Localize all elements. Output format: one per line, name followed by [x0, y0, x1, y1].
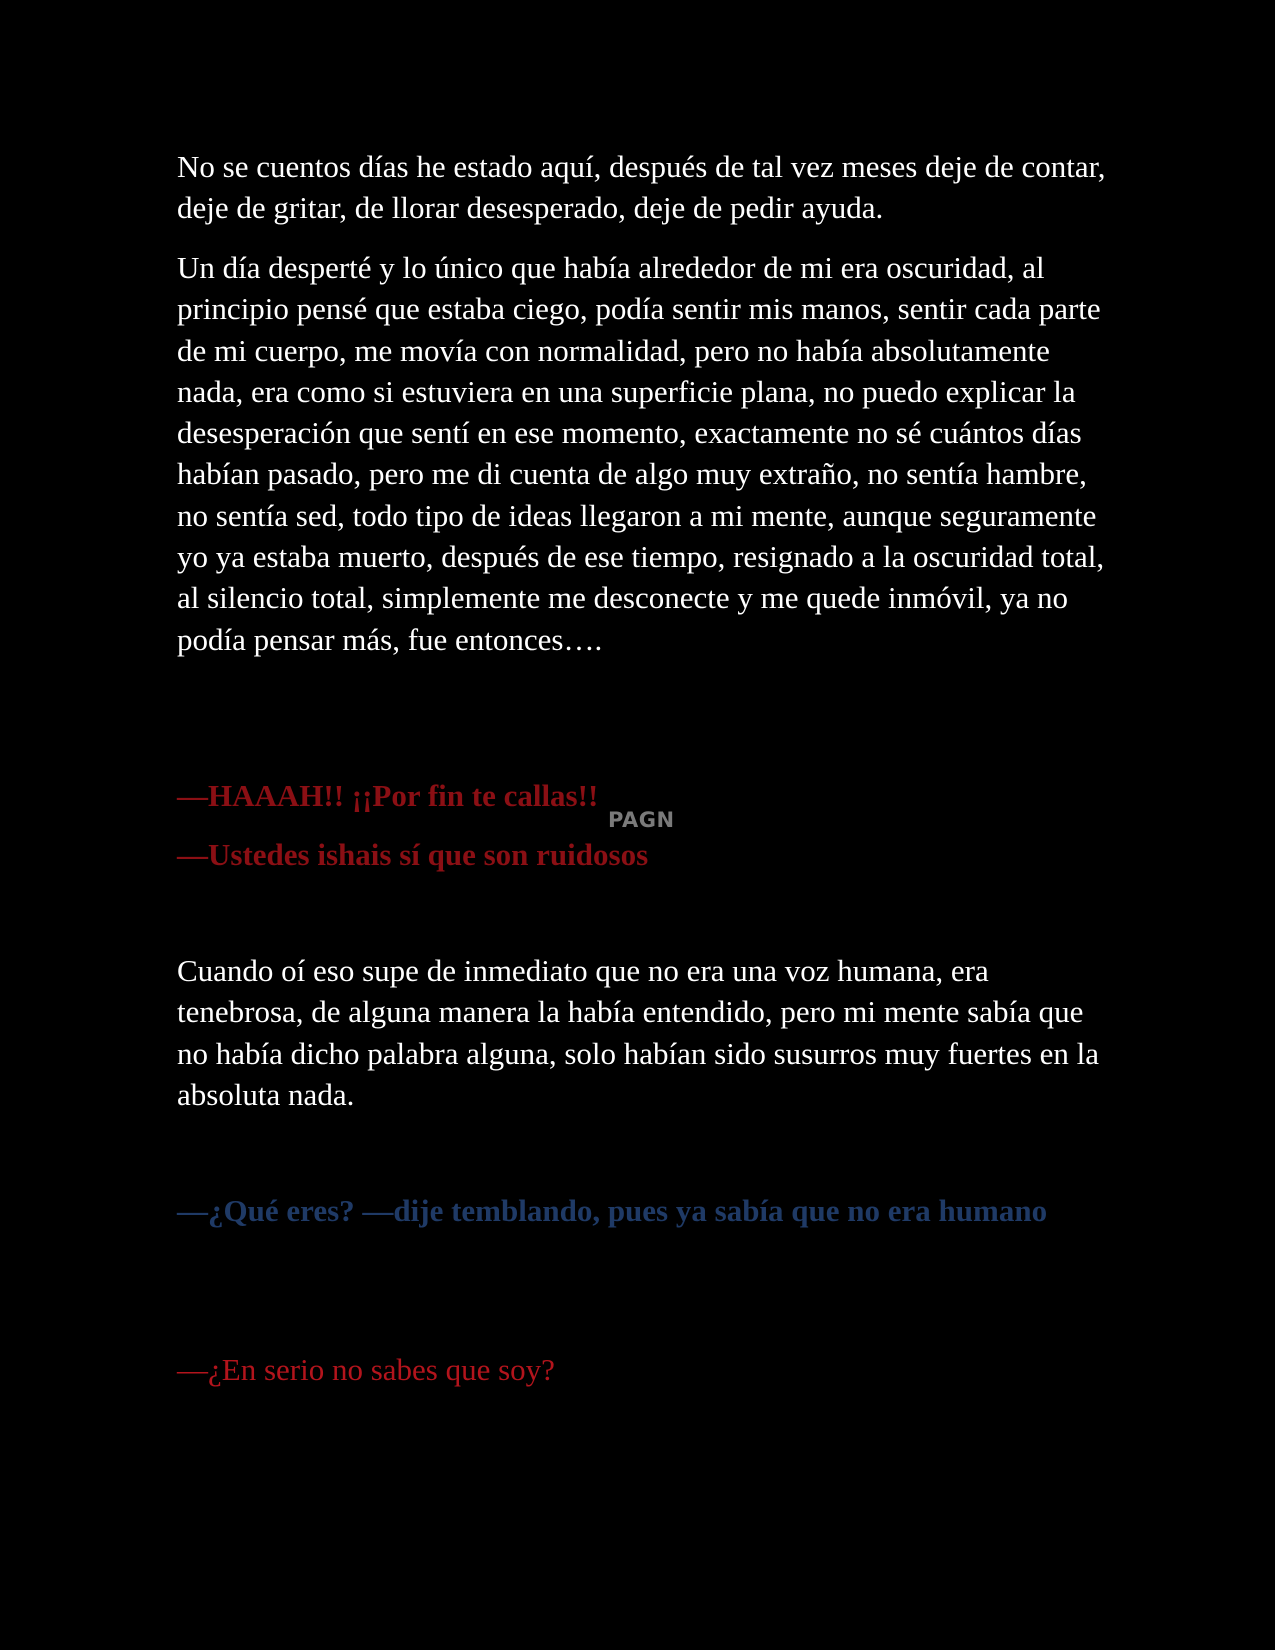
- dialogue-voice-line-1: —HAAAH!! ¡¡Por fin te callas!!: [177, 778, 599, 813]
- paragraph-intro: No se cuentos días he estado aquí, después de tal vez meses deje de contar, deje de gritar, de llorar desesperado, deje de pedir ayuda.: [177, 149, 1106, 226]
- watermark-text: PAGN: [608, 808, 675, 832]
- paragraph-darkness: Un día desperté y lo único que había alrededor de mi era oscuridad, al principio pensé que estaba ciego, podía sentir mis manos, sentir cada parte de mi cuerpo, me movía con normalidad, pero no había absolutamente nada, era como si estuviera en una superficie plana, no puedo explicar la desesperación que sentí en ese momento, exactamente no sé cuántos días habían pasado, pero me di cuenta de algo muy extraño, no sentía hambre, no sentía sed, todo tipo de ideas llegaron a mi mente, aunque seguramente yo ya estaba muerto, después de ese tiempo, resignado a la oscuridad total, al silencio total, simplemente me desconecte y me quede inmóvil, ya no podía pensar más, fue entonces….: [177, 250, 1105, 657]
- paragraph-voice-description: Cuando oí eso supe de inmediato que no era una voz humana, era tenebrosa, de alguna manera la había entendido, pero mi mente sabía que no había dicho palabra alguna, solo habían sido susurros muy fuertes en la absoluta nada.: [177, 953, 1100, 1112]
- dialogue-voice-line-2: —Ustedes ishais sí que son ruidosos: [177, 837, 649, 872]
- dialogue-voice-reply: —¿En serio no sabes que soy?: [177, 1352, 555, 1387]
- dialogue-narrator-question: —¿Qué eres? —dije temblando, pues ya sabía que no era humano: [177, 1193, 1048, 1228]
